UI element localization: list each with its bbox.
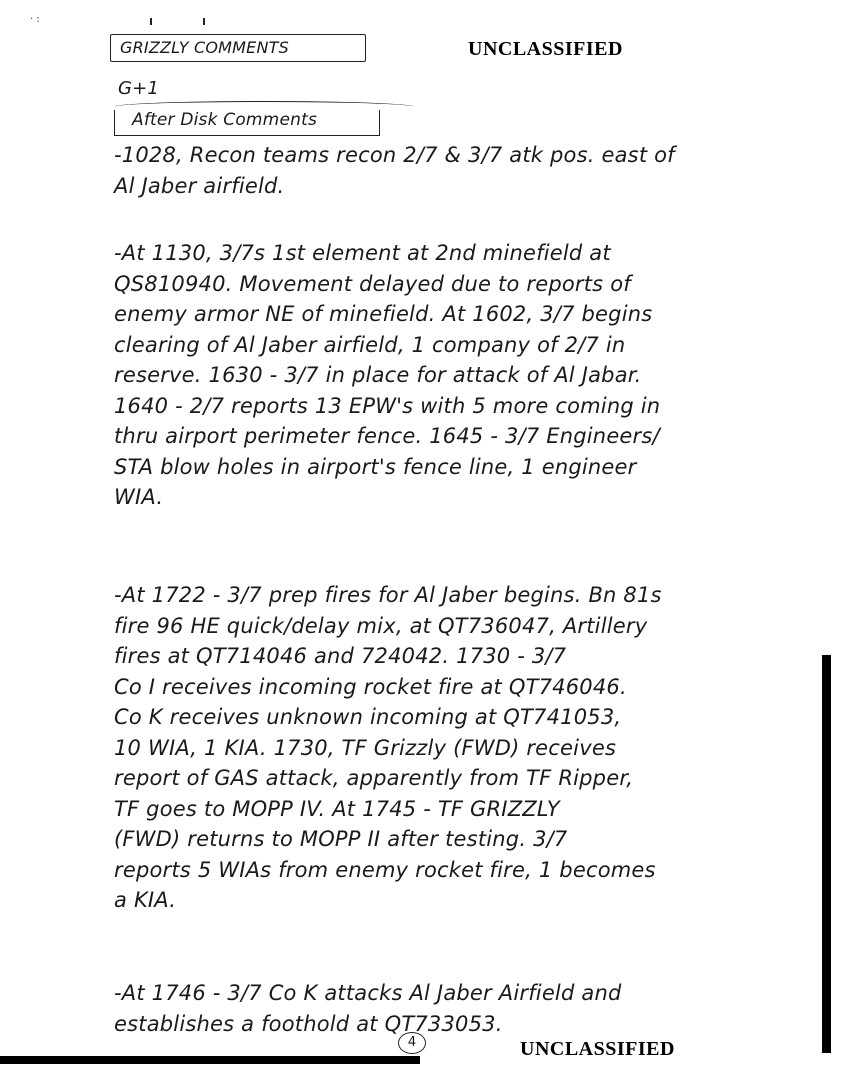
- classification-top: UNCLASSIFIED: [468, 38, 623, 60]
- subheader: After Disk Comments: [132, 110, 317, 130]
- scan-edge-bar-right: [822, 655, 831, 1053]
- entry-paragraph: -At 1746 - 3/7 Co K attacks Al Jaber Airfield and establishes a foothold at QT733053.: [114, 981, 622, 1036]
- scan-tick-mark: [203, 18, 205, 25]
- classification-bottom: UNCLASSIFIED: [520, 1038, 675, 1058]
- scan-edge-bar-bottom: [0, 1056, 420, 1064]
- scan-specks: · :: [30, 14, 40, 25]
- entry-paragraph: -At 1722 - 3/7 prep fires for Al Jaber begins. Bn 81s fire 96 HE quick/delay mix, at QT736047, Artillery fires at QT714046 and 724042. 1730 - 3/7 Co I receives incoming rocket fire at QT746046. Co K receives unknown incoming at QT741053, 10 WIA, 1 KIA. 1730, TF Grizzly (FWD) receives report of GAS attack, apparently from TF Ripper, TF goes to MOPP IV. At 1745 - TF GRIZZLY (FWD) returns to MOPP II after testing. 3/7 reports 5 WIAs from enemy rocket fire, 1 becomes a KIA.: [114, 583, 662, 912]
- entry-paragraph: -1028, Recon teams recon 2/7 & 3/7 atk pos. east of Al Jaber airfield.: [114, 143, 675, 198]
- page-number: 4: [398, 1032, 426, 1054]
- scan-tick-mark: [150, 18, 152, 25]
- section-label: G+1: [118, 78, 160, 99]
- header-title: GRIZZLY COMMENTS: [120, 38, 289, 57]
- entry-paragraph: -At 1130, 3/7s 1st element at 2nd minefield at QS810940. Movement delayed due to reports of enemy armor NE of minefield. At 1602, 3/7 begins clearing of Al Jaber airfield, 1 company of 2/7 in reserve. 1630 - 3/7 in place for attack of Al Jabar. 1640 - 2/7 reports 13 EPW's with 5 more coming in thru airport perimeter fence. 1645 - 3/7 Engineers/ STA blow holes in airport's fence line, 1 engineer WIA.: [114, 241, 661, 509]
